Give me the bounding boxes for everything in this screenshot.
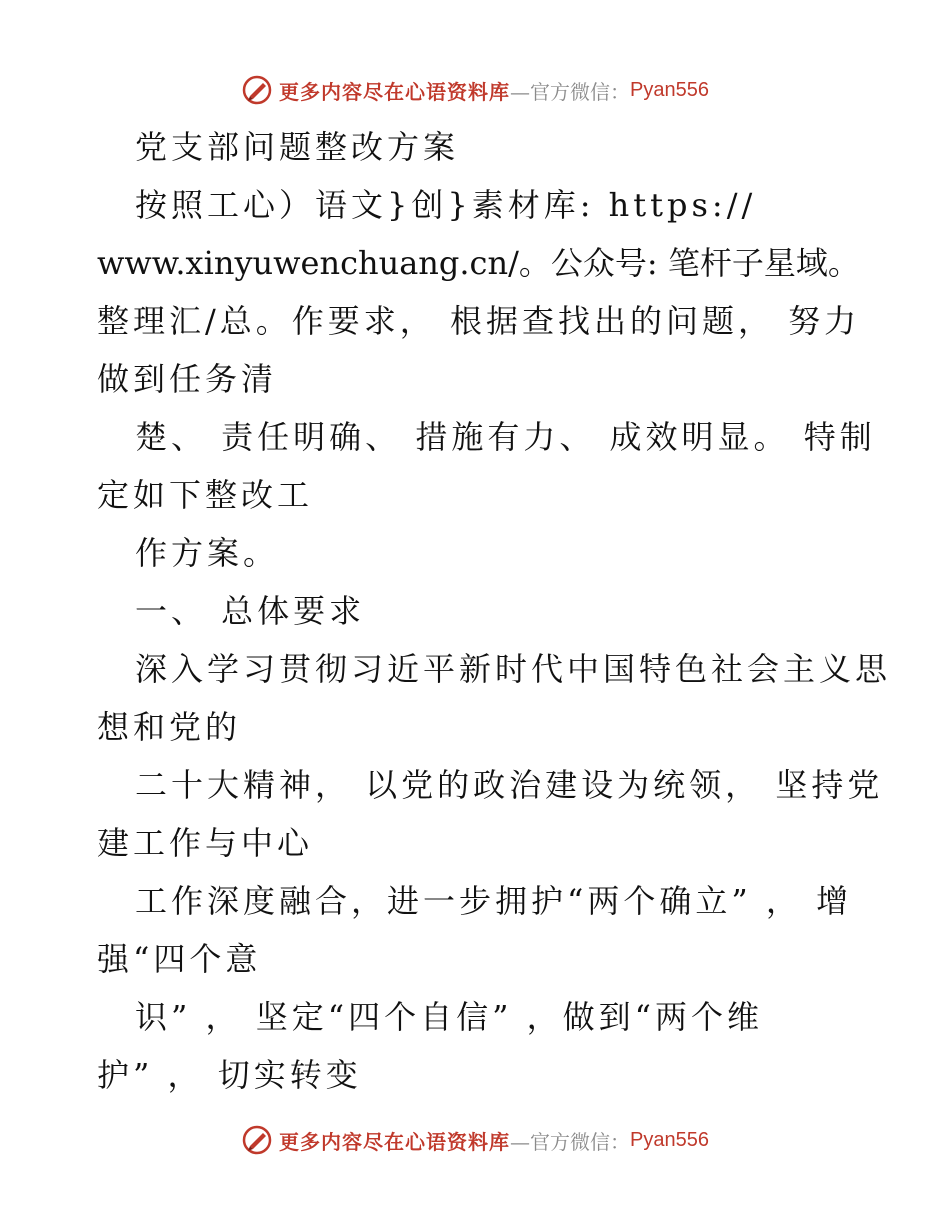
text-line: 护” ， 切实转变 [97,1056,362,1094]
text-line: 作方案。 [135,534,280,572]
watermark-separator: —官方微信： [510,1129,631,1154]
section-heading: 一、 总体要求 [135,592,366,630]
text-line: 工作深度融合，进一步拥护“两个确立” ， 增 [135,882,853,920]
text-line: 整理汇/总。作要求， 根据查找出的问题， 努力 [97,302,861,340]
text-line: 识” ， 坚定“四个自信” ，做到“两个维 [135,998,763,1036]
watermark-banner-top [0,70,950,110]
document-body [97,118,892,1104]
watermark-separator: —官方微信： [510,79,631,104]
text-line: www.xinyuwenchuang.cn/。公众号: 笔杆子星域。 [97,244,860,282]
text-line: 深入学习贯彻习近平新时代中国特色社会主义思 [135,650,892,688]
document-title: 党支部问题整改方案 [135,128,460,166]
text-line: 按照工心）语文}创}素材库: https:// [135,186,757,224]
watermark-wechat-id: Pyan556 [630,78,709,101]
watermark-text: 更多内容尽在心语资料库 [279,79,511,104]
text-line: 定如下整改工 [97,476,314,514]
text-line: 二十大精神， 以党的政治建设为统领， 坚持党 [135,766,884,804]
text-line: 想和党的 [97,708,242,746]
text-line: 做到任务清 [97,360,278,398]
text-line: 楚、 责任明确、 措施有力、 成效明显。 特制 [135,418,876,456]
pen-logo-icon [241,1124,273,1156]
watermark-wechat-id: Pyan556 [630,1128,709,1151]
pen-logo-icon [241,74,273,106]
text-line: 建工作与中心 [97,824,314,862]
watermark-text: 更多内容尽在心语资料库 [279,1129,511,1154]
watermark-banner-bottom [0,1120,950,1160]
text-line: 强“四个意 [97,940,262,978]
